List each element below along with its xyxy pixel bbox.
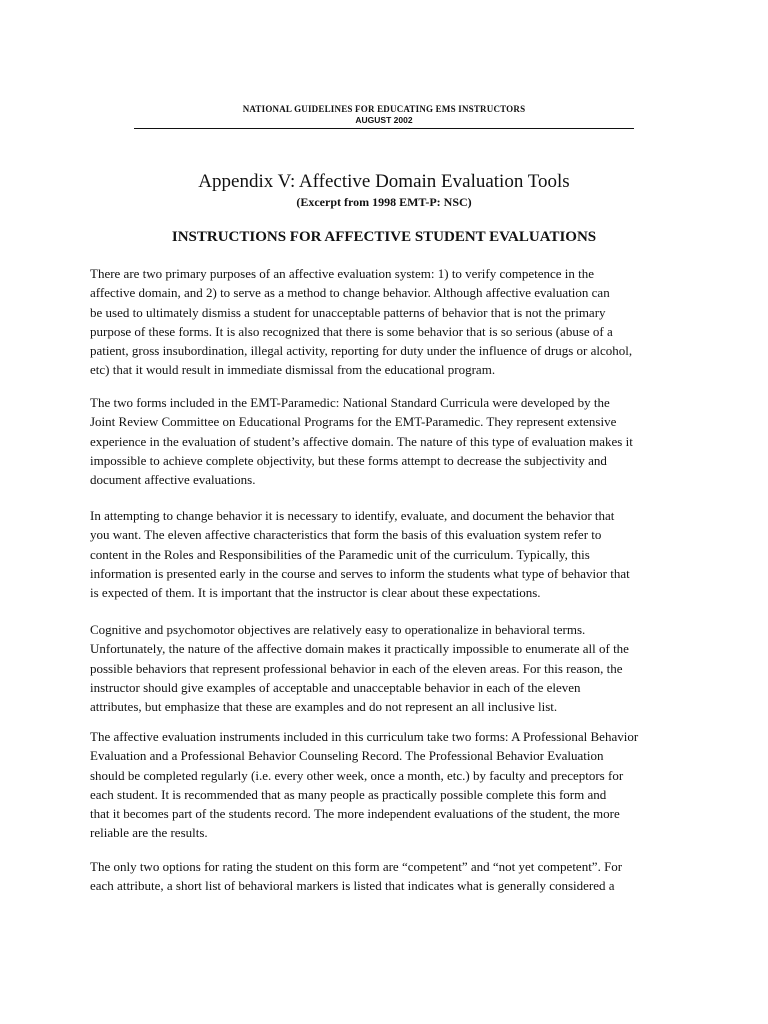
paragraph-line: each attribute, a short list of behavioral markers is listed that indicates what is generally considered a <box>90 878 615 894</box>
paragraph-line: The affective evaluation instruments included in this curriculum take two forms: A Professional Behavior <box>90 729 639 744</box>
paragraph-line: There are two primary purposes of an affective evaluation system: 1) to verify competence in the <box>90 266 595 281</box>
paragraph-forms <box>90 393 690 489</box>
paragraph-line: is expected of them. It is important that the instructor is clear about these expectations. <box>90 585 541 601</box>
appendix-title: Appendix V: Affective Domain Evaluation Tools <box>198 171 570 192</box>
paragraph-line: be used to ultimately dismiss a student for unacceptable patterns of behavior that is not the primary <box>90 304 606 320</box>
paragraph-line: etc) that it would result in immediate dismissal from the educational program. <box>90 362 496 378</box>
paragraph-line: The two forms included in the EMT-Paramedic: National Standard Curricula were developed by the <box>90 395 610 410</box>
paragraph-line: In attempting to change behavior it is necessary to identify, evaluate, and document the behavior that <box>90 508 615 523</box>
paragraph-line: Evaluation and a Professional Behavior Counseling Record. The Professional Behavior Evaluation <box>90 748 604 764</box>
running-header-title: NATIONAL GUIDELINES FOR EDUCATING EMS INSTRUCTORS <box>242 104 526 114</box>
paragraph-objectives <box>90 620 690 716</box>
paragraph-line: that it becomes part of the students record. The more independent evaluations of the student, the more <box>90 806 620 822</box>
paragraph-changing-behavior <box>90 506 690 602</box>
paragraph-line: each student. It is recommended that as many people as practically possible complete this form and <box>90 786 607 802</box>
paragraph-line: attributes, but emphasize that these are examples and do not represent an all inclusive list. <box>90 699 558 715</box>
paragraph-line: document affective evaluations. <box>90 472 256 488</box>
paragraph-line: you want. The eleven affective characteristics that form the basis of this evaluation system refer to <box>90 527 602 543</box>
paragraph-line: information is presented early in the course and serves to inform the students what type of behavior that <box>90 565 630 581</box>
paragraph-line: should be completed regularly (i.e. every other week, once a month, etc.) by faculty and preceptors for <box>90 767 624 783</box>
paragraph-line: instructor should give examples of acceptable and unacceptable behavior in each of the eleven <box>90 679 581 695</box>
paragraph-line: Cognitive and psychomotor objectives are relatively easy to operationalize in behavioral terms. <box>90 622 586 637</box>
section-heading: INSTRUCTIONS FOR AFFECTIVE STUDENT EVALUATIONS <box>171 229 597 245</box>
paragraph-line: reliable are the results. <box>90 825 208 841</box>
appendix-subtitle: (Excerpt from 1998 EMT-P: NSC) <box>296 195 472 209</box>
paragraph-line: Unfortunately, the nature of the affective domain makes it practically impossible to enumerate all of the <box>90 641 629 657</box>
paragraph-line: affective domain, and 2) to serve as a method to change behavior. Although affective evaluation can <box>90 285 610 301</box>
paragraph-line: patient, gross insubordination, illegal activity, reporting for duty under the influence of drugs or alcohol, <box>90 343 633 359</box>
paragraph-line: impossible to achieve complete objectivity, but these forms attempt to decrease the subjectivity and <box>90 452 607 468</box>
paragraph-rating-options <box>90 857 690 896</box>
paragraph-line: purpose of these forms. It is also recognized that there is some behavior that is so serious (abuse of a <box>90 323 613 339</box>
paragraph-instruments <box>90 727 690 843</box>
paragraph-purposes <box>90 264 690 380</box>
paragraph-line: The only two options for rating the student on this form are “competent” and “not yet competent”. For <box>90 859 623 874</box>
running-header-date: AUGUST 2002 <box>355 115 413 125</box>
paragraph-line: experience in the evaluation of student’s affective domain. The nature of this type of evaluation makes it <box>90 433 633 449</box>
paragraph-line: possible behaviors that represent professional behavior in each of the eleven areas. For this reason, the <box>90 660 623 676</box>
paragraph-line: content in the Roles and Responsibilities of the Paramedic unit of the curriculum. Typically, this <box>90 546 590 562</box>
paragraph-line: Joint Review Committee on Educational Programs for the EMT-Paramedic. They represent extensive <box>90 414 617 430</box>
header-divider <box>134 128 634 129</box>
